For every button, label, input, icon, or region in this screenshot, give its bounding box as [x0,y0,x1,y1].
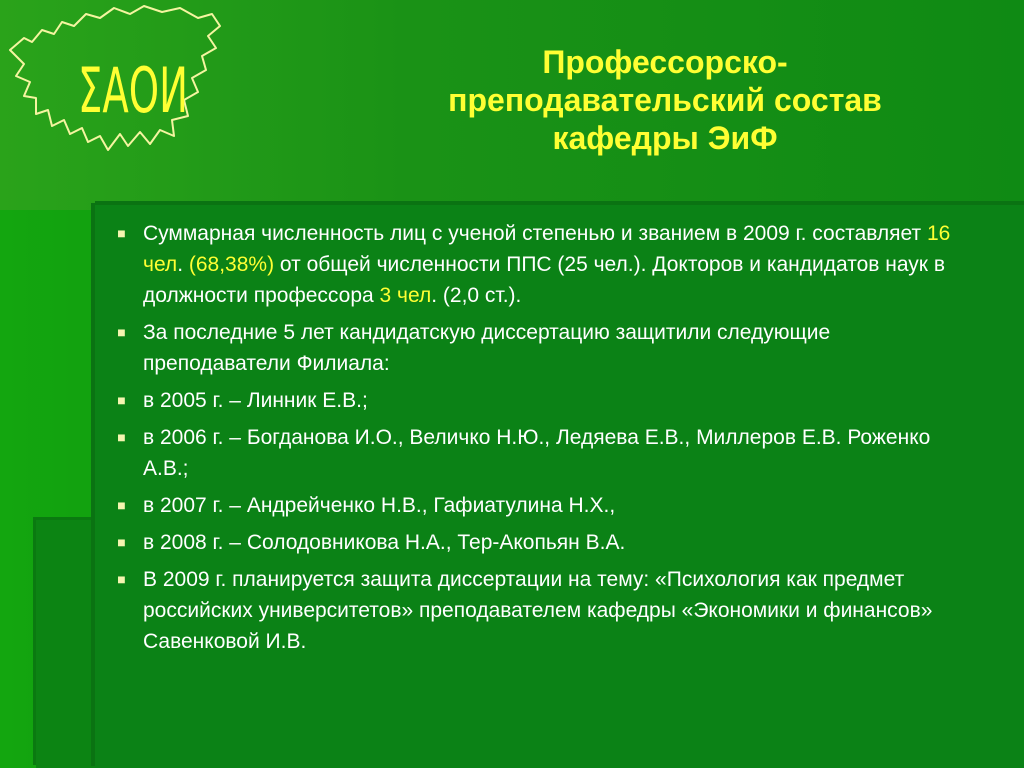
list-item [100,564,980,657]
bullet-square-icon: ■ [117,429,126,445]
list-item [100,218,980,311]
bullet-square-icon: ■ [117,324,126,340]
item-text: За последние 5 лет кандидатскую диссертацию защитили следующие преподаватели Филиала: [143,321,831,375]
bullet-square-icon: ■ [117,392,126,408]
eurasia-map-logo [2,0,227,165]
item-text: в 2006 г. – Богданова И.О., Величко Н.Ю., Ледяева Е.В., Миллеров Е.В. Роженко А.В.; [143,426,931,480]
list-item [100,317,980,379]
title-line-2: преподавательский состав [448,82,882,118]
bullet-square-icon: ■ [117,497,126,513]
item-text: в 2007 г. – Андрейченко Н.В., Гафиатулина Н.Х., [143,494,616,517]
highlighted-value: 3 чел [379,284,432,307]
item-text: . (2,0 ст.). [431,284,522,307]
bullet-square-icon: ■ [117,571,126,587]
bullet-square-icon: ■ [117,534,126,550]
slide-title [380,43,950,157]
title-line-3: кафедры ЭиФ [552,120,778,156]
logo-text: ΣАОИ [78,54,188,127]
list-item [100,527,980,558]
highlighted-value: (68,38%) [188,253,275,276]
item-text: Суммарная численность лиц с ученой степенью и званием в 2009 г. составляет [143,222,927,245]
list-item [100,422,980,484]
item-text: от общей численности ППС (25 чел.). Докторов и кандидатов наук в должности профессора [143,253,945,307]
highlighted-value: 16 чел [143,222,951,276]
item-text: . [177,253,189,276]
item-text: в 2005 г. – Линник Е.В.; [143,389,368,412]
item-text: в 2008 г. – Солодовникова Н.А., Тер-Акопьян В.А. [143,531,626,554]
bullet-square-icon: ■ [117,225,126,241]
item-text: В 2009 г. планируется защита диссертации на тему: «Психология как предмет российских университетов» преподавателем кафедры «Экономики и финансов» Савенковой И.В. [143,568,933,653]
list-item [100,385,980,416]
title-line-1: Профессорско- [542,44,788,80]
list-item [100,490,980,521]
bullet-list [100,218,980,663]
